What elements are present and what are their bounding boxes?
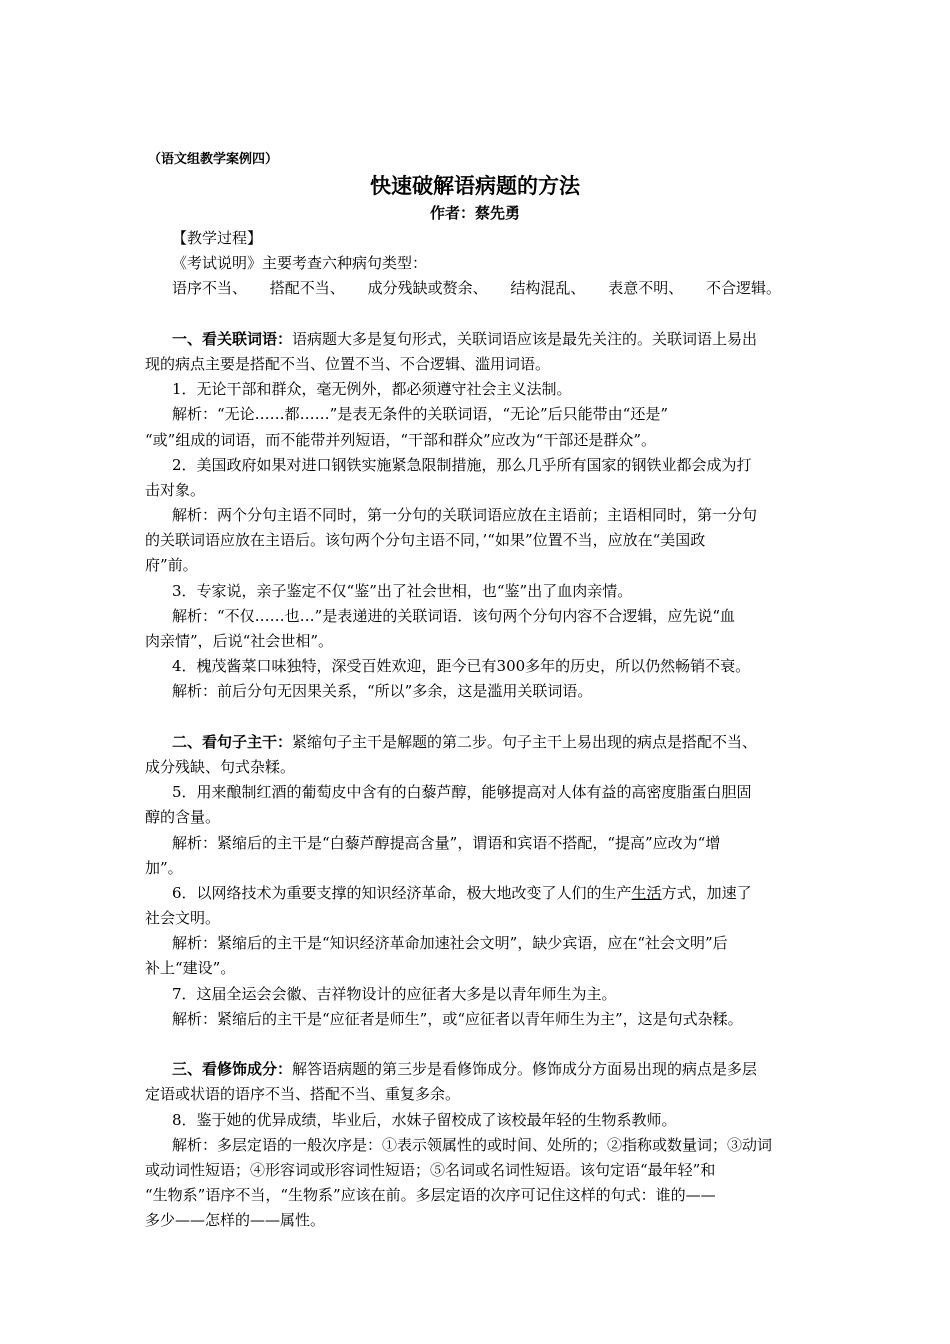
section-1-heading: 一、看关联词语： [172, 329, 293, 348]
analysis-2-cont: 府”前。 [145, 556, 198, 575]
document-body [145, 226, 825, 1234]
example-6-cont: 社会文明。 [145, 909, 221, 928]
type-item: 语序不当、 [172, 279, 248, 298]
analysis-5-cont: 加”。 [145, 858, 183, 877]
example-5: 5．用来酿制红酒的葡萄皮中含有的白藜芦醇，能够提高对人体有益的高密度脂蛋白胆固 [172, 783, 752, 802]
section-2-heading: 二、看句子主干： [172, 732, 293, 751]
analysis-4: 解析：前后分句无因果关系，“所以”多余，这是滥用关联词语。 [172, 682, 593, 701]
section-1-intro-cont: 现的病点主要是搭配不当、位置不当、不合逻辑、滥用词语。 [145, 354, 551, 373]
example-6: 6．以网络技术为重要支撑的知识经济革命，极大地改变了人们的生产生活方式，加速了 [172, 883, 752, 902]
section-2-intro: 二、看句子主干：紧缩句子主干是解题的第二步。句子主干上易出现的病点是搭配不当、 [172, 732, 758, 751]
example-7: 7．这届全运会会徽、吉祥物设计的应征者大多是以青年师生为主。 [172, 984, 617, 1003]
type-item: 搭配不当、 [269, 279, 345, 298]
analysis-7: 解析：紧缩后的主干是“应征者是师生”，或“应征者以青年师生为主”，这是句式杂糅。 [172, 1009, 743, 1028]
analysis-3-cont: 肉亲情”，后说“社会世相”。 [145, 632, 334, 650]
section-2-intro-cont: 成分残缺、句式杂糅。 [145, 757, 296, 776]
teaching-process-heading: 【教学过程】 [172, 229, 263, 247]
exam-description: 《考试说明》主要考查六种病句类型： [172, 254, 428, 273]
case-tag: （语文组教学案例四） [148, 152, 279, 167]
analysis-8-cont: 多少——怎样的——属性。 [145, 1211, 326, 1230]
section-3-intro-cont: 定语或状语的语序不当、搭配不当、重复多余。 [145, 1085, 461, 1104]
example-4: 4．槐茂酱菜口味独特，深受百姓欢迎，距今已有300多年的历史，所以仍然畅销不衰。 [172, 657, 751, 676]
analysis-6: 解析：紧缩后的主干是“知识经济革命加速社会文明”，缺少宾语，应在“社会文明”后 [172, 934, 728, 953]
section-3-heading: 三、看修饰成分： [172, 1060, 293, 1079]
example-2: 2．美国政府如果对进口钢铁实施紧急限制措施，那么几乎所有国家的钢铁业都会成为打 [172, 455, 752, 474]
author-line: 作者：蔡先勇 [429, 204, 520, 222]
example-2-cont: 击对象。 [145, 480, 206, 499]
example-5-cont: 醇的含量。 [145, 808, 221, 827]
example-8: 8．鉴于她的优异成绩，毕业后，水妹子留校成了该校最年轻的生物系教师。 [172, 1110, 677, 1129]
analysis-5: 解析：紧缩后的主干是“白藜芦醇提高含量”，谓语和宾语不搭配，“提高”应改为“增 [172, 833, 721, 852]
type-item: 不合逻辑。 [705, 279, 781, 298]
type-item: 表意不明、 [608, 279, 684, 298]
example-3: 3．专家说，亲子鉴定不仅“鉴”出了社会世相，也“鉴”出了血肉亲情。 [172, 581, 633, 600]
sentence-type-list [145, 276, 825, 301]
section-1-intro: 一、看关联词语：语病题大多是复句形式，关联词语应该是最先关注的。关联词语上易出 [172, 329, 758, 348]
type-item: 结构混乱、 [510, 279, 586, 298]
underlined-word: 生活 [631, 883, 662, 902]
analysis-6-cont: 补上“建设”。 [145, 959, 236, 978]
analysis-1: 解析：“无论……都……”是表无条件的关联词语，“无论”后只能带由“还是” [172, 405, 669, 424]
analysis-2-cont: 的关联词语应放在主语后。该句两个分句主语不同，’“如果”位置不当，应放在“美国政 [145, 531, 706, 550]
section-3-intro: 三、看修饰成分：解答语病题的第三步是看修饰成分。修饰成分方面易出现的病点是多层 [172, 1060, 758, 1079]
analysis-8-cont: 或动词性短语；④形容词或形容词性短语；⑤名词或名词性短语。该句定语“最年轻”和 [145, 1160, 716, 1179]
type-item: 成分残缺或赘余、 [367, 279, 488, 298]
analysis-2: 解析：两个分句主语不同时，第一分句的关联词语应放在主语前；主语相同时，第一分句 [172, 506, 758, 525]
analysis-1-cont: “或”组成的词语，而不能带并列短语，“干部和群众”应改为“干部还是群众”。 [145, 430, 657, 449]
analysis-8-cont: “生物系”语序不当，“生物系”应该在前。多层定语的次序可记住这样的句式：谁的—— [145, 1186, 716, 1205]
analysis-3: 解析：“不仅……也…”是表递进的关联词语．该句两个分句内容不合逻辑，应先说“血 [172, 606, 736, 625]
page-title: 快速破解语病题的方法 [370, 174, 580, 198]
example-1: 1．无论干部和群众，毫无例外，都必须遵守社会主义法制。 [172, 380, 572, 399]
analysis-8: 解析：多层定语的一般次序是：①表示领属性的或时间、处所的；②指称或数量词；③动词 [172, 1135, 773, 1154]
